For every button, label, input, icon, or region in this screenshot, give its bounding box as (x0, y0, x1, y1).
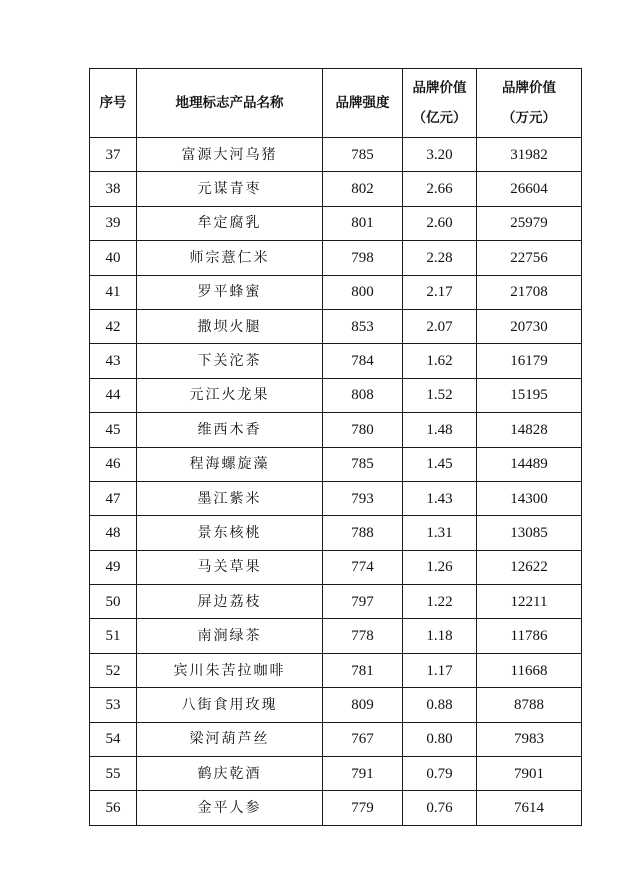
cell-index: 37 (90, 138, 137, 172)
table-row (90, 447, 582, 481)
cell-product-name: 下关沱茶 (137, 344, 323, 378)
cell-product-name: 撒坝火腿 (137, 309, 323, 343)
cell-index: 39 (90, 206, 137, 240)
table-row (90, 481, 582, 515)
table-row (90, 619, 582, 653)
header-value-yi-line1: 品牌价值 (412, 80, 467, 96)
cell-brand-value-wan: 21708 (477, 275, 582, 309)
cell-product-name: 马关草果 (137, 550, 323, 584)
header-strength: 品牌强度 (323, 69, 403, 138)
cell-brand-value-yi: 2.17 (403, 275, 477, 309)
header-value-yi (403, 69, 477, 138)
header-value-wan-line2: （万元） (502, 110, 556, 126)
cell-brand-strength: 791 (323, 757, 403, 791)
cell-product-name: 梁河葫芦丝 (137, 722, 323, 756)
cell-brand-value-yi: 1.31 (403, 516, 477, 550)
table-row (90, 138, 582, 172)
cell-index: 48 (90, 516, 137, 550)
cell-product-name: 程海螺旋藻 (137, 447, 323, 481)
cell-brand-strength: 808 (323, 378, 403, 412)
cell-brand-value-yi: 3.20 (403, 138, 477, 172)
cell-brand-value-yi: 0.79 (403, 757, 477, 791)
cell-brand-strength: 774 (323, 550, 403, 584)
cell-brand-strength: 785 (323, 447, 403, 481)
cell-brand-value-wan: 7901 (477, 757, 582, 791)
table-row (90, 550, 582, 584)
table-row (90, 653, 582, 687)
cell-product-name: 富源大河乌猪 (137, 138, 323, 172)
cell-product-name: 元江火龙果 (137, 378, 323, 412)
cell-brand-value-wan: 13085 (477, 516, 582, 550)
cell-index: 51 (90, 619, 137, 653)
cell-index: 46 (90, 447, 137, 481)
cell-brand-strength: 801 (323, 206, 403, 240)
cell-product-name: 牟定腐乳 (137, 206, 323, 240)
cell-brand-value-wan: 12211 (477, 585, 582, 619)
cell-product-name: 八街食用玫瑰 (137, 688, 323, 722)
cell-index: 55 (90, 757, 137, 791)
cell-brand-value-yi: 2.07 (403, 309, 477, 343)
header-row (90, 69, 582, 138)
brand-value-table (89, 68, 582, 826)
header-name: 地理标志产品名称 (137, 69, 323, 138)
table-row (90, 206, 582, 240)
cell-brand-value-yi: 2.60 (403, 206, 477, 240)
cell-brand-value-yi: 0.76 (403, 791, 477, 825)
cell-brand-strength: 785 (323, 138, 403, 172)
cell-brand-strength: 784 (323, 344, 403, 378)
cell-brand-strength: 800 (323, 275, 403, 309)
cell-brand-value-yi: 1.22 (403, 585, 477, 619)
cell-brand-strength: 853 (323, 309, 403, 343)
cell-product-name: 元谋青枣 (137, 172, 323, 206)
cell-brand-value-yi: 2.66 (403, 172, 477, 206)
table-row (90, 688, 582, 722)
cell-brand-value-wan: 14828 (477, 413, 582, 447)
table-row (90, 757, 582, 791)
header-value-wan-line1: 品牌价值 (502, 80, 556, 96)
table-row (90, 378, 582, 412)
cell-brand-strength: 780 (323, 413, 403, 447)
cell-brand-value-wan: 15195 (477, 378, 582, 412)
cell-brand-value-wan: 20730 (477, 309, 582, 343)
cell-brand-value-yi: 2.28 (403, 241, 477, 275)
cell-brand-value-wan: 7614 (477, 791, 582, 825)
cell-brand-strength: 809 (323, 688, 403, 722)
cell-brand-strength: 802 (323, 172, 403, 206)
cell-product-name: 墨江紫米 (137, 481, 323, 515)
cell-brand-value-wan: 26604 (477, 172, 582, 206)
table-row (90, 309, 582, 343)
cell-brand-value-wan: 25979 (477, 206, 582, 240)
table-row (90, 722, 582, 756)
cell-index: 42 (90, 309, 137, 343)
cell-brand-strength: 779 (323, 791, 403, 825)
cell-brand-value-yi: 1.52 (403, 378, 477, 412)
table-header (90, 69, 582, 138)
cell-brand-value-yi: 1.26 (403, 550, 477, 584)
cell-product-name: 维西木香 (137, 413, 323, 447)
cell-brand-value-wan: 8788 (477, 688, 582, 722)
table-row (90, 241, 582, 275)
cell-index: 50 (90, 585, 137, 619)
cell-brand-value-yi: 1.18 (403, 619, 477, 653)
cell-brand-value-yi: 1.43 (403, 481, 477, 515)
table-row (90, 585, 582, 619)
table-row (90, 413, 582, 447)
cell-brand-value-yi: 0.80 (403, 722, 477, 756)
cell-brand-strength: 778 (323, 619, 403, 653)
cell-brand-strength: 798 (323, 241, 403, 275)
cell-index: 53 (90, 688, 137, 722)
cell-product-name: 南涧绿茶 (137, 619, 323, 653)
cell-brand-value-wan: 12622 (477, 550, 582, 584)
cell-product-name: 鹤庆乾酒 (137, 757, 323, 791)
cell-brand-strength: 781 (323, 653, 403, 687)
cell-brand-value-yi: 0.88 (403, 688, 477, 722)
cell-brand-value-wan: 31982 (477, 138, 582, 172)
table-row (90, 275, 582, 309)
cell-product-name: 师宗薏仁米 (137, 241, 323, 275)
cell-index: 38 (90, 172, 137, 206)
cell-brand-strength: 788 (323, 516, 403, 550)
cell-brand-strength: 797 (323, 585, 403, 619)
table-row (90, 516, 582, 550)
cell-index: 52 (90, 653, 137, 687)
cell-brand-value-yi: 1.17 (403, 653, 477, 687)
cell-index: 47 (90, 481, 137, 515)
cell-brand-value-wan: 22756 (477, 241, 582, 275)
cell-brand-value-wan: 14489 (477, 447, 582, 481)
cell-product-name: 景东核桃 (137, 516, 323, 550)
table-row (90, 172, 582, 206)
header-index: 序号 (90, 69, 137, 138)
cell-index: 44 (90, 378, 137, 412)
cell-index: 45 (90, 413, 137, 447)
cell-index: 49 (90, 550, 137, 584)
cell-brand-value-wan: 14300 (477, 481, 582, 515)
cell-product-name: 屏边荔枝 (137, 585, 323, 619)
cell-index: 54 (90, 722, 137, 756)
cell-product-name: 罗平蜂蜜 (137, 275, 323, 309)
cell-index: 56 (90, 791, 137, 825)
header-value-wan (477, 69, 582, 138)
cell-brand-value-wan: 7983 (477, 722, 582, 756)
table-body (90, 138, 582, 826)
table-row (90, 791, 582, 825)
cell-brand-strength: 767 (323, 722, 403, 756)
table-row (90, 344, 582, 378)
cell-brand-value-wan: 16179 (477, 344, 582, 378)
cell-brand-value-yi: 1.45 (403, 447, 477, 481)
header-value-yi-line2: （亿元） (412, 110, 467, 126)
cell-brand-value-yi: 1.62 (403, 344, 477, 378)
cell-brand-value-wan: 11668 (477, 653, 582, 687)
cell-product-name: 宾川朱苦拉咖啡 (137, 653, 323, 687)
cell-brand-value-yi: 1.48 (403, 413, 477, 447)
cell-brand-value-wan: 11786 (477, 619, 582, 653)
cell-index: 40 (90, 241, 137, 275)
cell-brand-strength: 793 (323, 481, 403, 515)
cell-index: 43 (90, 344, 137, 378)
cell-product-name: 金平人参 (137, 791, 323, 825)
cell-index: 41 (90, 275, 137, 309)
